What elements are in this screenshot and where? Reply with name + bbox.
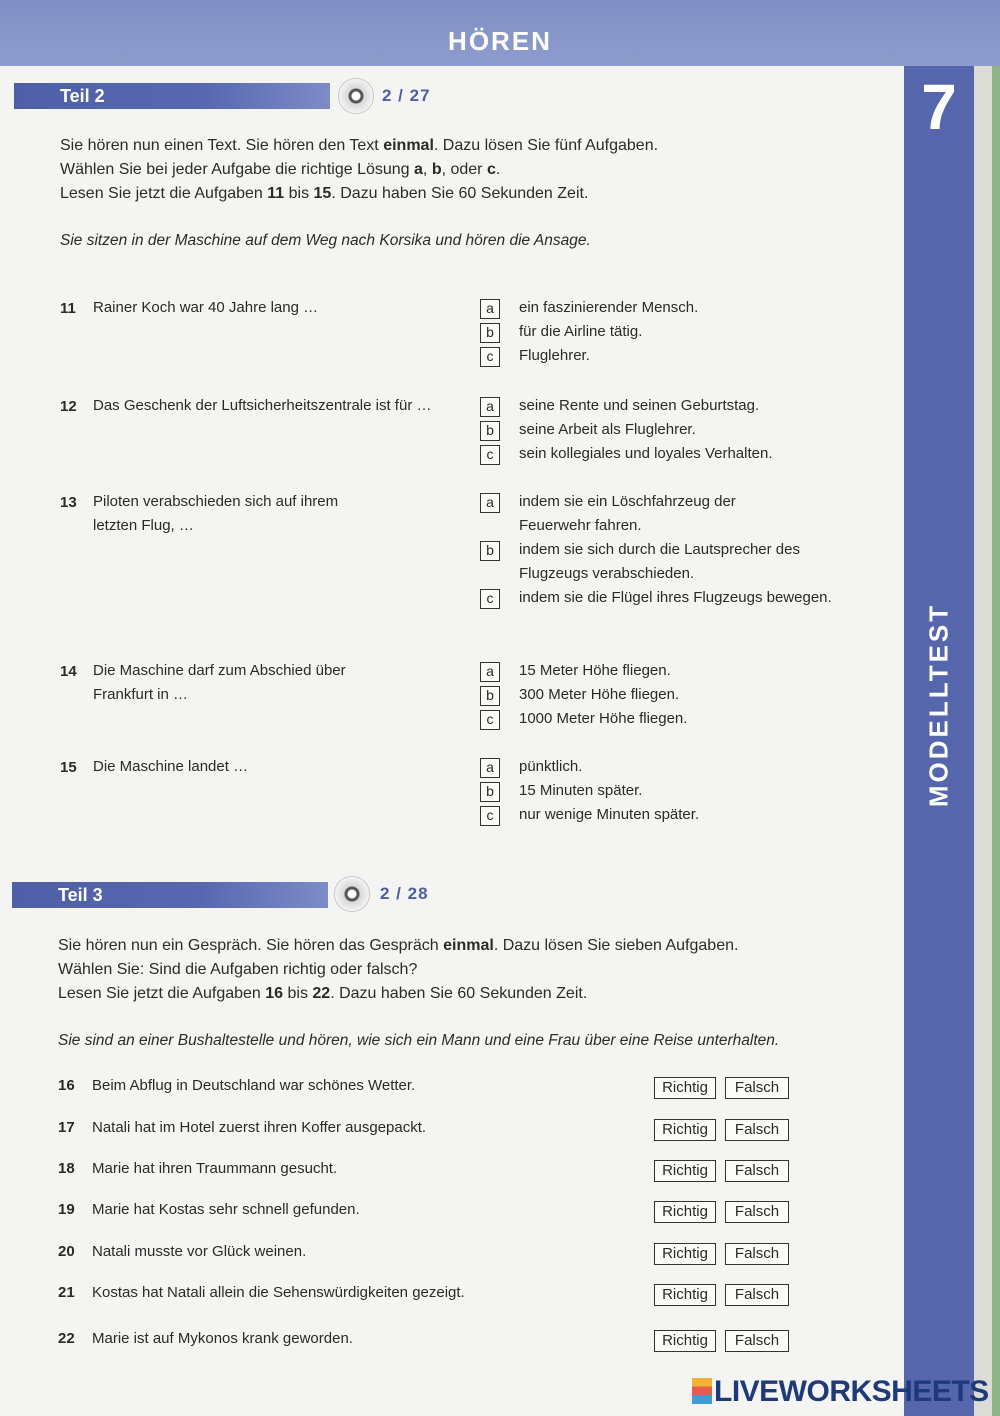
answer-option-text [519, 683, 679, 707]
teil3-heading: Teil 3 [12, 882, 328, 908]
answer-option-text-line: indem sie sich durch die Lautsprecher des [519, 541, 800, 558]
answer-option-b[interactable]: b [480, 541, 500, 561]
richtig-button[interactable]: Richtig [654, 1077, 716, 1099]
falsch-button[interactable]: Falsch [725, 1119, 789, 1141]
teil3-track-number: 2 / 28 [380, 884, 429, 903]
teil3-instructions [58, 934, 898, 1006]
answer-option-text-line: nur wenige Minuten später. [519, 806, 700, 823]
richtig-button[interactable]: Richtig [654, 1284, 716, 1306]
question-text-line: letzten Flug, … [93, 517, 194, 534]
answer-option-text-line: 15 Minuten später. [519, 782, 643, 799]
section-title: HÖREN [448, 26, 552, 56]
answer-option-b[interactable]: b [480, 323, 500, 343]
falsch-button[interactable]: Falsch [725, 1243, 789, 1265]
statement-number: 19 [58, 1201, 75, 1218]
statement-text: Marie hat ihren Traummann gesucht. [92, 1160, 338, 1177]
side-label: MODELLTEST [923, 602, 954, 808]
answer-option-text [519, 344, 590, 368]
answer-option-text-line: 1000 Meter Höhe fliegen. [519, 710, 688, 727]
answer-option-text [519, 394, 759, 418]
answer-option-c[interactable]: c [480, 806, 500, 826]
statement-text: Marie ist auf Mykonos krank geworden. [92, 1330, 353, 1347]
question-text [93, 394, 431, 418]
question-number: 14 [60, 663, 77, 680]
question-text-line: Die Maschine darf zum Abschied über [93, 662, 346, 679]
question-text [93, 296, 318, 320]
answer-option-a[interactable]: a [480, 758, 500, 778]
answer-option-text [519, 320, 642, 344]
answer-option-text-line: sein kollegiales und loyales Verhalten. [519, 445, 773, 462]
answer-option-a[interactable]: a [480, 397, 500, 417]
answer-option-b[interactable]: b [480, 686, 500, 706]
answer-option-b[interactable]: b [480, 782, 500, 802]
statement-number: 21 [58, 1284, 75, 1301]
question-number: 15 [60, 759, 77, 776]
statement-text: Natali musste vor Glück weinen. [92, 1243, 307, 1260]
teil2-heading: Teil 2 [14, 83, 330, 109]
answer-option-text [519, 442, 773, 466]
answer-option-text [519, 296, 698, 320]
teil2-track-number: 2 / 27 [382, 86, 431, 105]
richtig-button[interactable]: Richtig [654, 1201, 716, 1223]
answer-option-text-line: seine Arbeit als Fluglehrer. [519, 421, 696, 438]
instruction-line: Lesen Sie jetzt die Aufgaben 16 bis 22. Dazu haben Sie 60 Sekunden Zeit. [58, 985, 588, 1002]
instruction-line: Sie hören nun einen Text. Sie hören den Text einmal. Dazu lösen Sie fünf Aufgaben. [60, 137, 659, 154]
question-number: 11 [60, 300, 76, 317]
answer-option-text-line: seine Rente und seinen Geburtstag. [519, 397, 760, 414]
richtig-button[interactable]: Richtig [654, 1243, 716, 1265]
answer-option-text [519, 707, 687, 731]
richtig-button[interactable]: Richtig [654, 1160, 716, 1182]
statement-text: Kostas hat Natali allein die Sehenswürdigkeiten gezeigt. [92, 1284, 465, 1301]
answer-option-text-line: Fluglehrer. [519, 347, 590, 364]
answer-option-text [519, 538, 800, 586]
answer-option-c[interactable]: c [480, 710, 500, 730]
question-text-line: Das Geschenk der Luftsicherheitszentrale ist für … [93, 397, 432, 414]
answer-option-text [519, 659, 671, 683]
statement-number: 20 [58, 1243, 75, 1260]
instruction-line: Lesen Sie jetzt die Aufgaben 11 bis 15. Dazu haben Sie 60 Sekunden Zeit. [60, 185, 589, 202]
answer-option-a[interactable]: a [480, 493, 500, 513]
question-text-line: Die Maschine landet … [93, 758, 249, 775]
answer-option-c[interactable]: c [480, 589, 500, 609]
instruction-line: Wählen Sie: Sind die Aufgaben richtig oder falsch? [58, 961, 418, 978]
answer-option-text [519, 490, 736, 538]
answer-option-a[interactable]: a [480, 662, 500, 682]
richtig-button[interactable]: Richtig [654, 1119, 716, 1141]
falsch-button[interactable]: Falsch [725, 1330, 789, 1352]
answer-option-text [519, 418, 696, 442]
richtig-button[interactable]: Richtig [654, 1330, 716, 1352]
answer-option-text [519, 586, 832, 610]
audio-cd-icon[interactable] [334, 876, 370, 912]
teil2-situation: Sie sitzen in der Maschine auf dem Weg nach Korsika und hören die Ansage. [60, 232, 591, 249]
logo-mark-icon [692, 1378, 712, 1404]
question-text-line: Piloten verabschieden sich auf ihrem [93, 493, 339, 510]
answer-option-text [519, 779, 642, 803]
page-edge [974, 66, 1000, 1416]
statement-number: 22 [58, 1330, 75, 1347]
chapter-number: 7 [921, 71, 957, 143]
answer-option-text-line: indem sie die Flügel ihres Flugzeugs bewegen. [519, 589, 832, 606]
answer-option-text-line: für die Airline tätig. [519, 323, 643, 340]
question-text [93, 755, 248, 779]
answer-option-text-line: Feuerwehr fahren. [519, 517, 642, 534]
answer-option-a[interactable]: a [480, 299, 500, 319]
statement-number: 18 [58, 1160, 75, 1177]
answer-option-text [519, 803, 699, 827]
answer-option-text-line: 15 Meter Höhe fliegen. [519, 662, 671, 679]
answer-option-text-line: pünktlich. [519, 758, 583, 775]
answer-option-text [519, 755, 582, 779]
liveworksheets-logo: LIVEWORKSHEETS [692, 1375, 989, 1409]
question-text [93, 659, 346, 707]
question-number: 12 [60, 398, 77, 415]
answer-option-b[interactable]: b [480, 421, 500, 441]
question-text-line: Rainer Koch war 40 Jahre lang … [93, 299, 319, 316]
instruction-line: Wählen Sie bei jeder Aufgabe die richtige Lösung a, b, oder c. [60, 161, 501, 178]
question-text [93, 490, 338, 538]
teil3-situation: Sie sind an einer Bushaltestelle und hören, wie sich ein Mann und eine Frau über eine Reise unterhalten. [58, 1032, 780, 1049]
statement-text: Beim Abflug in Deutschland war schönes Wetter. [92, 1077, 416, 1094]
falsch-button[interactable]: Falsch [725, 1284, 789, 1306]
instruction-line: Sie hören nun ein Gespräch. Sie hören das Gespräch einmal. Dazu lösen Sie sieben Aufgaben. [58, 937, 739, 954]
falsch-button[interactable]: Falsch [725, 1077, 789, 1099]
answer-option-text-line: 300 Meter Höhe fliegen. [519, 686, 680, 703]
answer-option-c[interactable]: c [480, 347, 500, 367]
answer-option-text-line: Flugzeugs verabschieden. [519, 565, 695, 582]
answer-option-text-line: indem sie ein Löschfahrzeug der [519, 493, 736, 510]
statement-number: 16 [58, 1077, 75, 1094]
statement-text: Natali hat im Hotel zuerst ihren Koffer ausgepackt. [92, 1119, 427, 1136]
answer-option-text-line: ein faszinierender Mensch. [519, 299, 699, 316]
teil2-instructions [60, 134, 880, 206]
question-number: 13 [60, 494, 77, 511]
answer-option-c[interactable]: c [480, 445, 500, 465]
statement-number: 17 [58, 1119, 75, 1136]
statement-text: Marie hat Kostas sehr schnell gefunden. [92, 1201, 360, 1218]
falsch-button[interactable]: Falsch [725, 1160, 789, 1182]
question-text-line: Frankfurt in … [93, 686, 189, 703]
falsch-button[interactable]: Falsch [725, 1201, 789, 1223]
audio-cd-icon[interactable] [338, 78, 374, 114]
header-banner [0, 0, 1000, 66]
